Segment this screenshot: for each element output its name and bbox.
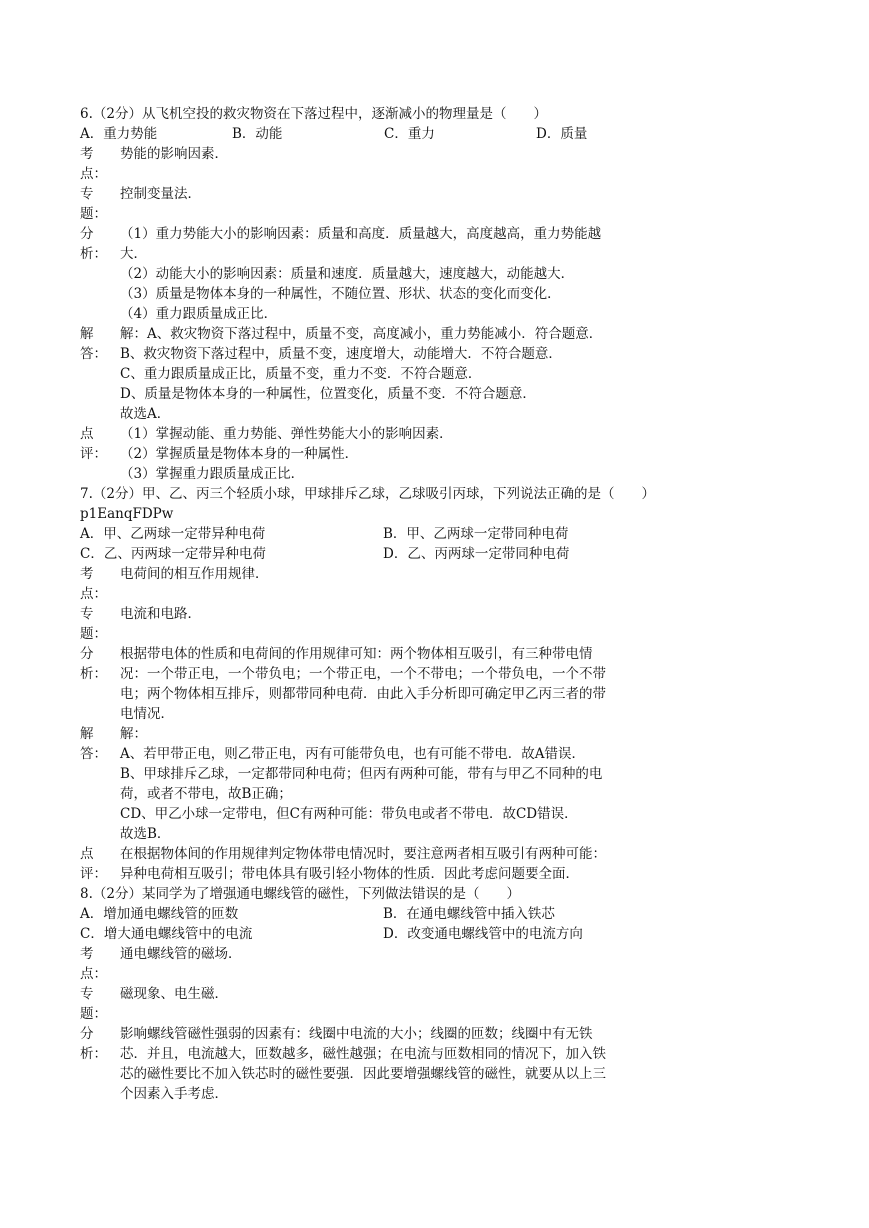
section-label: 点	[80, 846, 94, 862]
section-line: 控制变量法．	[120, 186, 201, 202]
section-label: 评：	[80, 446, 107, 462]
section-line: （3）掌握重力跟质量成正比．	[120, 466, 305, 482]
section-line: 异种电荷相互吸引；带电体具有吸引轻小物体的性质．因此考虑问题要全面．	[120, 866, 579, 882]
question-stem: 6.（2分）从飞机空投的救灾物资在下落过程中，逐渐减小的物理量是（ ）	[80, 106, 547, 122]
section-line: 磁现象、电生磁．	[120, 986, 228, 1002]
section-label: 析：	[80, 1046, 107, 1062]
section-kaodian	[80, 564, 840, 604]
option-d: D．乙、丙两球一定带同种电荷	[383, 546, 570, 562]
section-kaodian	[80, 944, 840, 984]
section-jieda	[80, 724, 840, 844]
section-line: 势能的影响因素．	[120, 146, 228, 162]
section-line: C、重力跟质量成正比，质量不变，重力不变．不符合题意．	[120, 366, 482, 382]
option-a: A．重力势能	[80, 126, 158, 142]
question-stem: 7.（2分）甲、乙、丙三个轻质小球，甲球排斥乙球，乙球吸引丙球，下列说法正确的是（ ）	[80, 486, 655, 502]
section-line: （1）掌握动能、重力势能、弹性势能大小的影响因素．	[120, 426, 453, 442]
section-kaodian	[80, 144, 840, 184]
section-line: CD、甲乙小球一定带电，但C有两种可能：带负电或者不带电．故CD错误．	[120, 806, 578, 822]
section-line: 电荷间的相互作用规律．	[120, 566, 269, 582]
section-label: 答：	[80, 746, 107, 762]
question-7	[80, 484, 840, 884]
section-label: 点：	[80, 586, 107, 602]
section-label: 专	[80, 606, 94, 622]
section-fenxi	[80, 644, 840, 724]
option-c: C．重力	[384, 126, 435, 142]
section-line: 通电螺线管的磁场．	[120, 946, 242, 962]
section-label: 专	[80, 186, 94, 202]
section-line: 电流和电路．	[120, 606, 201, 622]
section-zhuanti	[80, 184, 840, 224]
question-8	[80, 884, 840, 1104]
option-d: D．质量	[536, 126, 588, 142]
section-line: B、救灾物资下落过程中，质量不变，速度增大，动能增大．不符合题意．	[120, 346, 562, 362]
section-line: 电情况．	[120, 706, 174, 722]
section-label: 分	[80, 226, 94, 242]
section-label: 题：	[80, 1006, 107, 1022]
section-label: 解	[80, 326, 94, 342]
section-label: 点	[80, 426, 94, 442]
options-row	[80, 544, 840, 564]
option-a: A．增加通电螺线管的匝数	[80, 906, 239, 922]
section-line: 故选B．	[120, 826, 171, 842]
question-6	[80, 104, 840, 484]
section-line: A、若甲带正电，则乙带正电，丙有可能带负电，也有可能不带电．故A错误．	[120, 746, 585, 762]
section-line: 个因素入手考虑．	[120, 1086, 228, 1102]
section-zhuanti	[80, 984, 840, 1024]
section-label: 题：	[80, 206, 107, 222]
section-jieda	[80, 324, 840, 424]
section-line: 荷，或者不带电，故B正确；	[120, 786, 292, 802]
option-a: A．甲、乙两球一定带异种电荷	[80, 526, 266, 542]
section-dianping	[80, 844, 840, 884]
options-row	[80, 524, 840, 544]
option-d: D．改变通电螺线管中的电流方向	[383, 926, 583, 942]
section-line: 解：	[120, 726, 147, 742]
section-line: 电；两个物体相互排斥，则都带同种电荷．由此入手分析即可确定甲乙丙三者的带	[120, 686, 606, 702]
section-line: B、甲球排斥乙球，一定都带同种电荷；但丙有两种可能，带有与甲乙不同种的电	[120, 766, 603, 782]
section-label: 分	[80, 646, 94, 662]
section-label: 考	[80, 146, 94, 162]
section-label: 点：	[80, 166, 107, 182]
section-label: 解	[80, 726, 94, 742]
section-line: 大．	[120, 246, 147, 262]
section-line: 影响螺线管磁性强弱的因素有：线圈中电流的大小；线圈的匝数；线圈中有无铁	[120, 1026, 593, 1042]
section-line: 根据带电体的性质和电荷间的作用规律可知：两个物体相互吸引，有三种带电情	[120, 646, 593, 662]
section-label: 分	[80, 1026, 94, 1042]
section-line: 解：A、救灾物资下落过程中，质量不变，高度减小，重力势能减小．符合题意．	[120, 326, 603, 342]
section-line: （4）重力跟质量成正比．	[120, 306, 278, 322]
option-b: B．动能	[232, 126, 283, 142]
question-stem-continuation: p1EanqFDPw	[80, 506, 174, 522]
section-zhuanti	[80, 604, 840, 644]
section-line: （2）动能大小的影响因素：质量和速度．质量越大，速度越大，动能越大．	[120, 266, 575, 282]
options-row	[80, 924, 840, 944]
option-c: C．乙、丙两球一定带异种电荷	[80, 546, 266, 562]
section-line: 芯．并且，电流越大，匝数越多，磁性越强；在电流与匝数相同的情况下，加入铁	[120, 1046, 606, 1062]
section-label: 点：	[80, 966, 107, 982]
section-line: （3）质量是物体本身的一种属性，不随位置、形状、状态的变化而变化．	[120, 286, 561, 302]
section-line: 故选A．	[120, 406, 171, 422]
section-fenxi	[80, 1024, 840, 1104]
section-dianping	[80, 424, 840, 484]
option-b: B．甲、乙两球一定带同种电荷	[383, 526, 569, 542]
section-label: 析：	[80, 246, 107, 262]
section-line: 芯的磁性要比不加入铁芯时的磁性要强．因此要增强螺线管的磁性，就要从以上三	[120, 1066, 606, 1082]
section-label: 考	[80, 946, 94, 962]
option-c: C．增大通电螺线管中的电流	[80, 926, 253, 942]
section-fenxi	[80, 224, 840, 324]
section-line: 在根据物体间的作用规律判定物体带电情况时，要注意两者相互吸引有两种可能：	[120, 846, 606, 862]
section-label: 考	[80, 566, 94, 582]
section-label: 专	[80, 986, 94, 1002]
question-stem: 8.（2分）某同学为了增强通电螺线管的磁性，下列做法错误的是（ ）	[80, 886, 520, 902]
section-line: （2）掌握质量是物体本身的一种属性．	[120, 446, 359, 462]
section-label: 题：	[80, 626, 107, 642]
section-label: 评：	[80, 866, 107, 882]
section-line: 况：一个带正电，一个带负电；一个带正电，一个不带电；一个带负电，一个不带	[120, 666, 606, 682]
section-line: D、质量是物体本身的一种属性，位置变化，质量不变．不符合题意．	[120, 386, 536, 402]
section-line: （1）重力势能大小的影响因素：质量和高度．质量越大，高度越高，重力势能越	[120, 226, 602, 242]
options-row	[80, 124, 840, 144]
section-label: 答：	[80, 346, 107, 362]
option-b: B．在通电螺线管中插入铁芯	[383, 906, 555, 922]
options-row	[80, 904, 840, 924]
section-label: 析：	[80, 666, 107, 682]
